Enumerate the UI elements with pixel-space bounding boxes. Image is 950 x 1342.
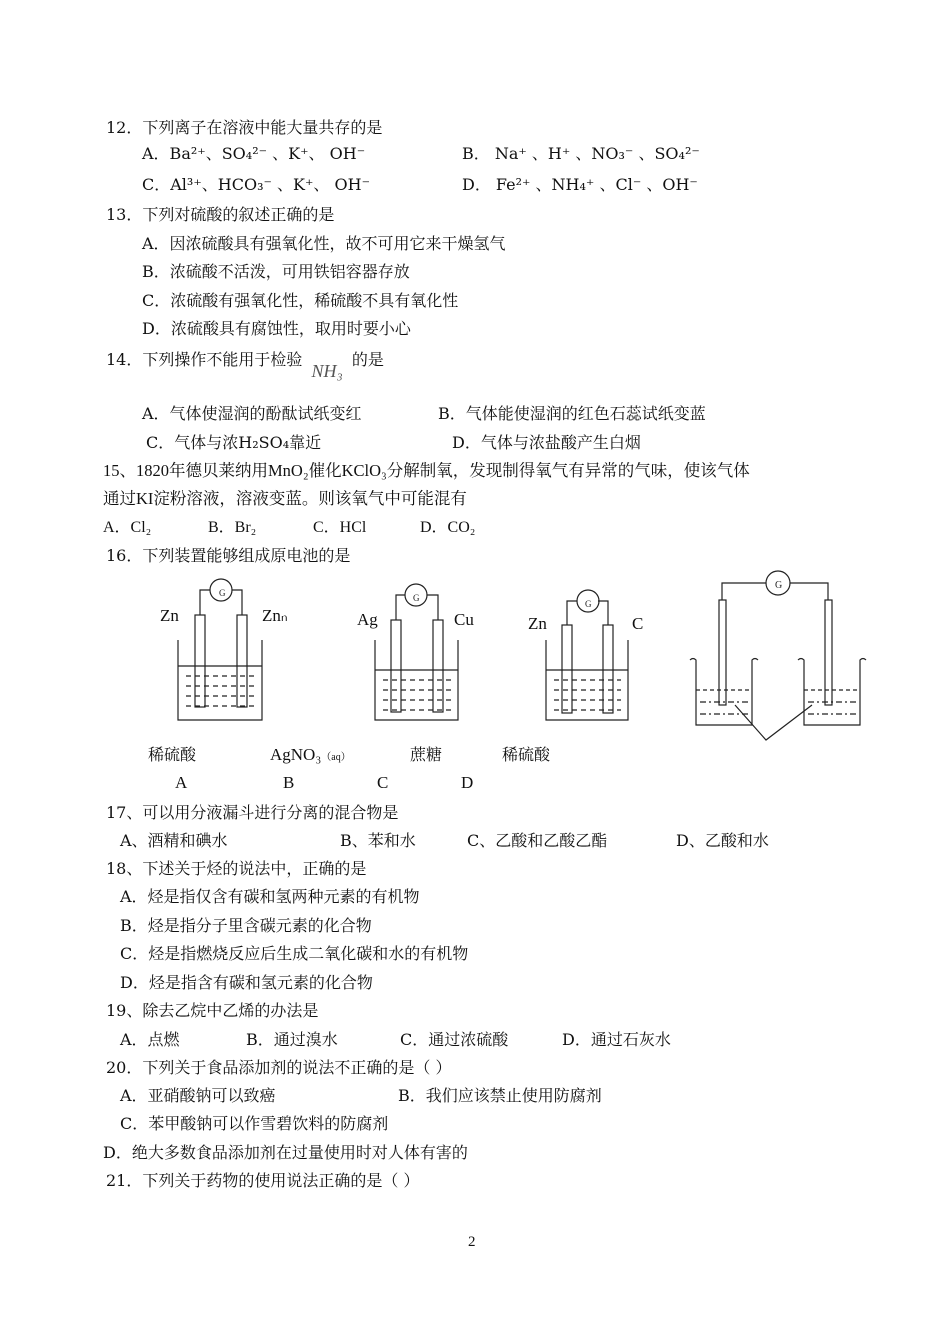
q19-option-c: C．通过浓硫酸 bbox=[400, 1030, 509, 1049]
q20-option-a: A．亚硝酸钠可以致癌 bbox=[120, 1086, 276, 1105]
meter-label-d: G bbox=[775, 580, 783, 591]
q13-option-c: C．浓硫酸有强氧化性，稀硫酸不具有氧化性 bbox=[142, 291, 459, 310]
electrode-a-left: Zn bbox=[160, 606, 179, 625]
solution-d: 稀硫酸 bbox=[502, 745, 551, 764]
q14-option-c: C．气体与浓H₂SO₄靠近 bbox=[146, 433, 322, 452]
meter-label-b: G bbox=[413, 593, 420, 603]
q15-option-c: C．HCl bbox=[313, 519, 367, 536]
q19-option-d: D．通过石灰水 bbox=[562, 1030, 671, 1049]
electrode-c-left: Zn bbox=[528, 614, 547, 633]
solution-b bbox=[270, 744, 351, 769]
q14-option-a: A．气体使湿润的酚酞试纸变红 bbox=[142, 404, 362, 423]
beaker-a bbox=[178, 579, 262, 720]
page-number: 2 bbox=[468, 1234, 476, 1250]
q18-option-b: B．烃是指分子里含碳元素的化合物 bbox=[120, 916, 372, 935]
q12-option-b: B． Na⁺ 、H⁺ 、NO₃⁻ 、SO₄²⁻ bbox=[462, 144, 700, 163]
solution-b-state: （aq） bbox=[321, 752, 351, 763]
solution-c: 蔗糖 bbox=[410, 745, 443, 764]
meter-label-c: G bbox=[585, 599, 592, 609]
q12-option-d: D． Fe²⁺ 、NH₄⁺ 、Cl⁻ 、OH⁻ bbox=[462, 175, 698, 194]
solution-b-formula: AgNO₃ bbox=[270, 745, 322, 764]
q18-option-c: C．烃是指燃烧反应后生成二氧化碳和水的有机物 bbox=[120, 944, 469, 963]
q14-stem-post: 的是 bbox=[351, 350, 384, 369]
figure-letter-d: D bbox=[461, 773, 474, 792]
electrode-c-right: C bbox=[632, 614, 644, 633]
q15-line1: 15、1820年德贝莱纳用MnO₂催化KClO₃分解制氧，发现制得氧气有异常的气味，使该气体 bbox=[103, 461, 750, 480]
figure-letter-a: A bbox=[175, 773, 188, 792]
q18-stem: 18、下述关于烃的说法中，正确的是 bbox=[106, 859, 367, 878]
q20-option-c: C．苯甲酸钠可以作雪碧饮料的防腐剂 bbox=[120, 1114, 389, 1133]
figure-letter-c: C bbox=[377, 773, 389, 792]
solution-a: 稀硫酸 bbox=[148, 745, 197, 764]
q14-formula: NH₃ bbox=[311, 361, 343, 381]
q13-option-b: B．浓硫酸不活泼，可用铁铝容器存放 bbox=[142, 262, 410, 281]
q14-stem-pre: 14．下列操作不能用于检验 bbox=[106, 350, 303, 369]
q14-option-b: B．气体能使湿润的红色石蕊试纸变蓝 bbox=[438, 404, 706, 423]
q13-stem: 13．下列对硫酸的叙述正确的是 bbox=[106, 205, 335, 224]
q19-stem: 19、除去乙烷中乙烯的办法是 bbox=[106, 1001, 319, 1020]
figure-letter-b: B bbox=[283, 773, 295, 792]
q21-stem: 21．下列关于药物的使用说法正确的是（ ） bbox=[106, 1171, 420, 1190]
q13-option-d: D．浓硫酸具有腐蚀性，取用时要小心 bbox=[142, 319, 411, 338]
beaker-d bbox=[690, 571, 866, 740]
q16-stem: 16．下列装置能够组成原电池的是 bbox=[106, 546, 351, 565]
q12-option-a: A．Ba²⁺、SO₄²⁻ 、K⁺、 OH⁻ bbox=[142, 144, 366, 163]
q17-option-d: D、乙酸和水 bbox=[676, 831, 769, 850]
q12-stem: 12．下列离子在溶液中能大量共存的是 bbox=[106, 118, 383, 137]
q15-option-a: A．Cl₂ bbox=[103, 519, 152, 536]
q12-option-c: C．Al³⁺、HCO₃⁻ 、K⁺、 OH⁻ bbox=[142, 175, 371, 194]
q19-option-a: A．点燃 bbox=[120, 1030, 180, 1049]
q15-line2: 通过KI淀粉溶液，溶液变蓝。则该氧气中可能混有 bbox=[103, 489, 467, 508]
q17-stem: 17、可以用分液漏斗进行分离的混合物是 bbox=[106, 803, 399, 822]
q17-option-c: C、乙酸和乙酸乙酯 bbox=[467, 831, 608, 850]
q17-option-b: B、苯和水 bbox=[340, 831, 416, 850]
electrode-b-left: Ag bbox=[357, 610, 378, 629]
q20-option-b: B．我们应该禁止使用防腐剂 bbox=[398, 1086, 602, 1105]
q19-option-b: B．通过溴水 bbox=[246, 1030, 338, 1049]
q18-option-d: D．烃是指含有碳和氢元素的化合物 bbox=[120, 973, 373, 992]
q17-option-a: A、酒精和碘水 bbox=[120, 831, 228, 850]
q15-option-b: B．Br₂ bbox=[208, 519, 257, 536]
meter-label-a: G bbox=[219, 588, 226, 598]
q13-option-a: A．因浓硫酸具有强氧化性，故不可用它来干燥氢气 bbox=[142, 234, 506, 253]
electrode-a-right: Znₙ bbox=[262, 606, 288, 625]
beaker-b bbox=[375, 584, 458, 720]
beaker-c bbox=[546, 590, 628, 720]
electrode-b-right: Cu bbox=[454, 610, 474, 629]
q20-option-d: D．绝大多数食品添加剂在过量使用时对人体有害的 bbox=[103, 1143, 468, 1162]
q20-stem: 20．下列关于食品添加剂的说法不正确的是（ ） bbox=[106, 1058, 452, 1077]
q18-option-a: A．烃是指仅含有碳和氢两种元素的有机物 bbox=[120, 887, 420, 906]
q14-option-d: D．气体与浓盐酸产生白烟 bbox=[452, 433, 641, 452]
q15-option-d: D．CO₂ bbox=[420, 519, 476, 536]
